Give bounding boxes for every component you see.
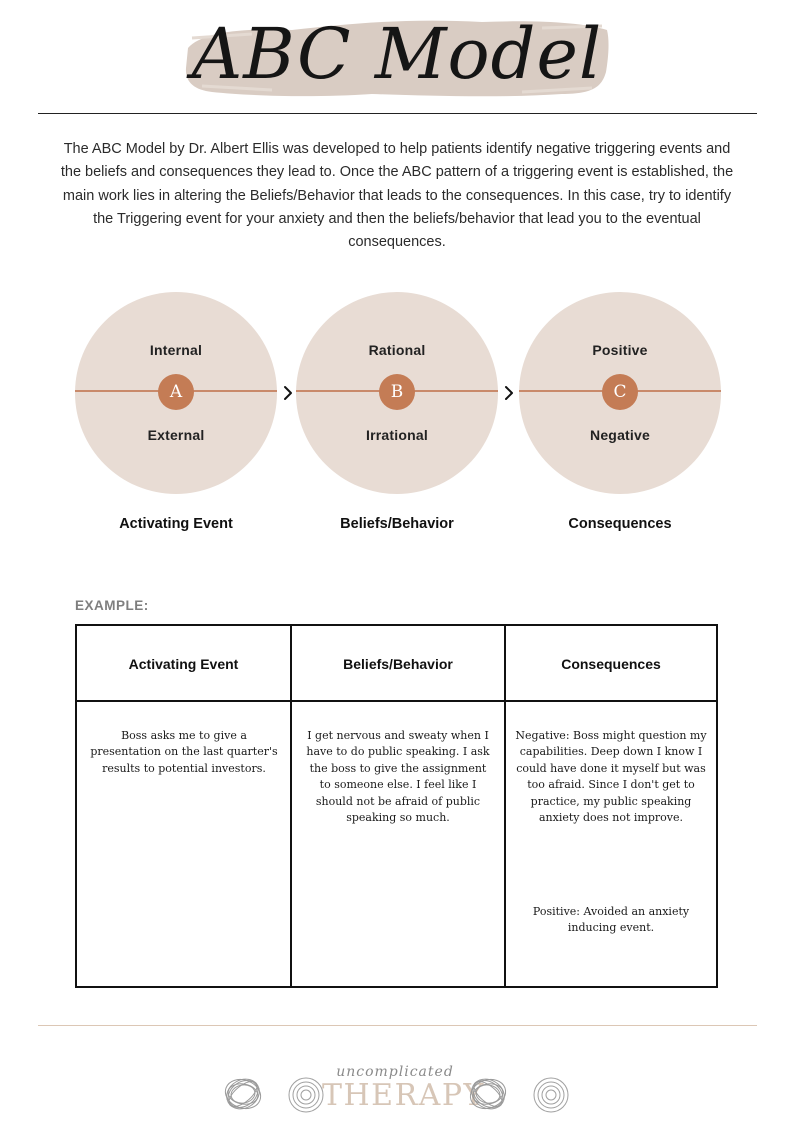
header-divider [38, 113, 757, 114]
circle-beliefs-behavior [296, 292, 498, 494]
chevron-right-icon [281, 385, 295, 401]
logo-wordmark: THERAPY [322, 1078, 485, 1113]
example-table [75, 624, 718, 988]
circle-top-label: Rational [368, 342, 426, 358]
circle-top-label: Positive [592, 342, 648, 358]
circle-activating-event [75, 292, 277, 494]
circle-letter-badge: A [158, 374, 194, 410]
table-header-beliefs-behavior: Beliefs/Behavior [343, 656, 453, 672]
caption-consequences: Consequences [568, 516, 672, 532]
circle-consequences [519, 292, 721, 494]
scribble-ball-icon [222, 1073, 264, 1115]
cell-activating-event: Boss asks me to give a presentation on the last quarter's results to potential investors. [90, 729, 278, 775]
spiral-circle-icon [287, 1076, 325, 1114]
caption-beliefs-behavior: Beliefs/Behavior [340, 516, 454, 532]
table-header-consequences: Consequences [561, 656, 661, 672]
circle-bottom-label: External [147, 427, 205, 443]
spiral-circle-icon [532, 1076, 570, 1114]
cell-consequence-negative: Negative: Boss might question my capabilities. Deep down I know I could have done it myself but was too afraid. Since I don't get to practice, my public speaking anxiety does not improve. [515, 729, 707, 825]
example-label: EXAMPLE: [75, 598, 149, 613]
page-title: ABC Model [191, 13, 603, 95]
circle-letter-badge: C [602, 374, 638, 410]
logo-script-text: uncomplicated [336, 1064, 454, 1080]
intro-paragraph: The ABC Model by Dr. Albert Ellis was developed to help patients identify negative triggering events and the beliefs and consequences they lead to. Once the ABC pattern of a triggering event is established, the main work lies in altering the Beliefs/Behavior that leads to the consequences. In this case, try to identify the Triggering event for your anxiety and then the beliefs/behavior that lead you to the eventual consequences. [60, 141, 734, 251]
circle-top-label: Internal [149, 342, 203, 358]
circle-letter-badge: B [379, 374, 415, 410]
cell-consequence-positive: Positive: Avoided an anxiety inducing event. [532, 905, 690, 935]
cell-beliefs-behavior: I get nervous and sweaty when I have to do public speaking. I ask the boss to give the assignment to someone else. I feel like I should not be afraid of public speaking so much. [306, 729, 490, 825]
table-header-activating-event: Activating Event [128, 656, 239, 672]
circle-bottom-label: Irrational [366, 427, 428, 443]
footer-divider [38, 1025, 757, 1026]
caption-activating-event: Activating Event [119, 516, 233, 532]
scribble-ball-icon [467, 1073, 509, 1115]
chevron-right-icon [502, 385, 516, 401]
circle-bottom-label: Negative [590, 427, 650, 443]
